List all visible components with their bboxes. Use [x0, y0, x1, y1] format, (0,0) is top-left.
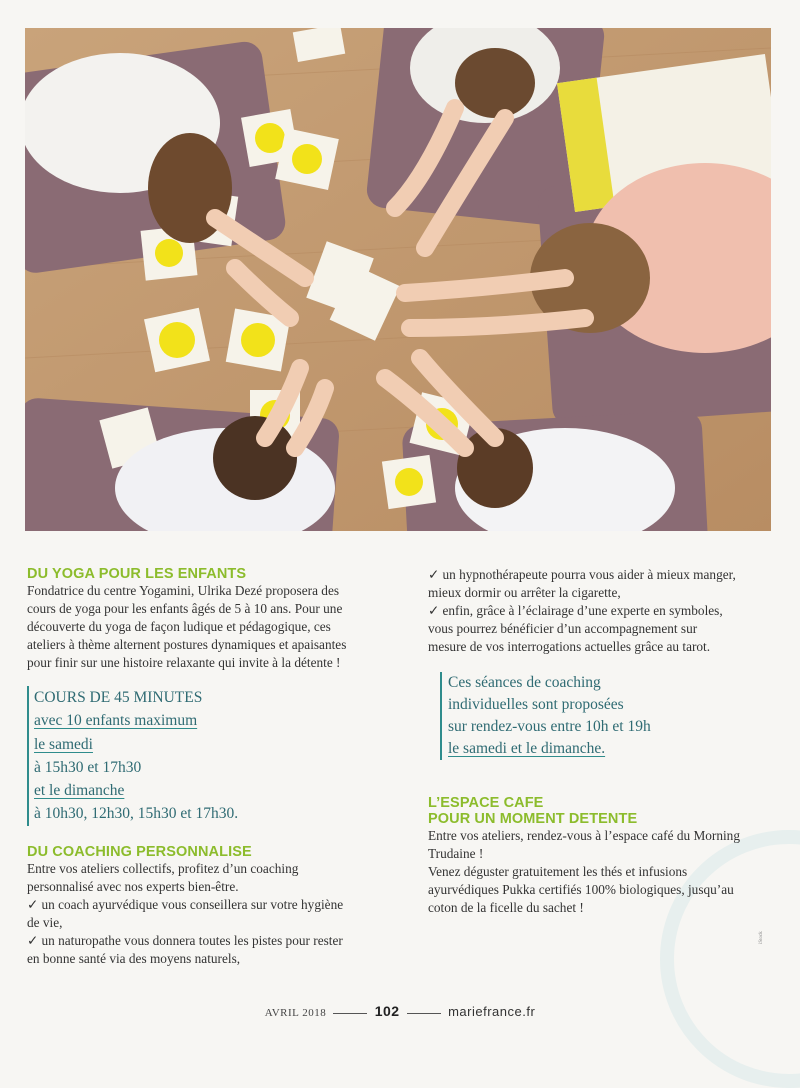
- schedule-line: avec 10 enfants maximum: [34, 712, 198, 730]
- text-line: ✓ un coach ayurvédique vous conseillera sur votre hygiène: [27, 896, 344, 912]
- text-line: de vie,: [27, 914, 63, 930]
- text-line: Venez déguster gratuitement les thés et infusions: [428, 864, 688, 879]
- schedule-box: [27, 686, 393, 826]
- text-line: ✓ un naturopathe vous donnera toutes les pistes pour rester: [27, 932, 343, 948]
- heading-espace-cafe: [428, 795, 773, 827]
- info-line: le samedi et le dimanche.: [448, 740, 606, 757]
- separator: [333, 1013, 367, 1014]
- issue-date: AVRIL 2018: [264, 1007, 327, 1019]
- text-line: Fondatrice du centre Yogamini, Ulrika Dezé proposera des: [27, 583, 340, 598]
- text-line: en bonne santé via des moyens naturels,: [27, 950, 241, 966]
- text-line: pour finir sur une histoire relaxante qui invite à la détente !: [27, 655, 341, 670]
- coaching-description: [27, 860, 393, 968]
- heading-line: POUR UN MOMENT DETENTE: [428, 811, 638, 827]
- text-line: ayurvédiques Pukka certifiés 100% biologiques, jusqu’au: [428, 882, 734, 897]
- schedule-line: à 15h30 et 17h30: [34, 758, 142, 776]
- heading-coaching: DU COACHING PERSONNALISE: [27, 843, 252, 860]
- right-column: [428, 566, 773, 656]
- cafe-section: [428, 795, 773, 917]
- coaching-info-box: [440, 672, 668, 760]
- info-line: sur rendez-vous entre 10h et 19h: [448, 718, 651, 735]
- text-line: ateliers à thème alternent postures dynamiques et apaisantes: [27, 637, 347, 652]
- text-line: Entre vos ateliers collectifs, profitez d’un coaching: [27, 860, 299, 876]
- text-line: personnalisé avec nos experts bien-être.: [27, 878, 239, 894]
- text-line: découverte du yoga de façon ludique et pédagogique, ces: [27, 619, 331, 634]
- text-line: vous pourrez bénéficier d’un accompagnement sur: [428, 621, 698, 636]
- text-line: Entre vos ateliers, rendez-vous à l’espace café du Morning: [428, 828, 740, 843]
- page-number: 102: [374, 1003, 400, 1019]
- text-line: ✓ enfin, grâce à l’éclairage d’une experte en symboles,: [428, 603, 723, 618]
- text-line: coton de la ficelle du sachet !: [428, 900, 584, 915]
- coaching-continued: [428, 566, 773, 656]
- yoga-description: [27, 582, 393, 672]
- schedule-line: et le dimanche: [34, 782, 125, 800]
- photo-credit: iStock: [759, 931, 764, 944]
- text-line: ✓ un hypnothérapeute pourra vous aider à mieux manger,: [428, 567, 736, 582]
- text-line: mieux dormir ou arrêter la cigarette,: [428, 585, 621, 600]
- info-line: individuelles sont proposées: [448, 696, 624, 713]
- website-link[interactable]: mariefrance.fr: [448, 1004, 536, 1019]
- schedule-line: à 10h30, 12h30, 15h30 et 17h30.: [34, 805, 239, 823]
- schedule-line: COURS DE 45 MINUTES: [34, 689, 203, 706]
- heading-yoga-enfants: DU YOGA POUR LES ENFANTS: [27, 566, 247, 582]
- page-footer: [0, 1003, 800, 1019]
- info-line: Ces séances de coaching: [448, 674, 601, 691]
- text-line: Trudaine !: [428, 846, 484, 861]
- cafe-description: [428, 827, 773, 917]
- heading-line: L’ESPACE CAFE: [428, 795, 544, 811]
- hero-photo: [25, 28, 771, 531]
- text-line: mesure de vos interrogations actuelles grâce au tarot.: [428, 639, 711, 654]
- schedule-line: le samedi: [34, 735, 93, 753]
- text-line: cours de yoga pour les enfants âgés de 5 à 10 ans. Pour une: [27, 601, 343, 616]
- left-column: [27, 566, 393, 968]
- separator: [407, 1013, 441, 1014]
- yoga-kids-illustration: [25, 28, 771, 531]
